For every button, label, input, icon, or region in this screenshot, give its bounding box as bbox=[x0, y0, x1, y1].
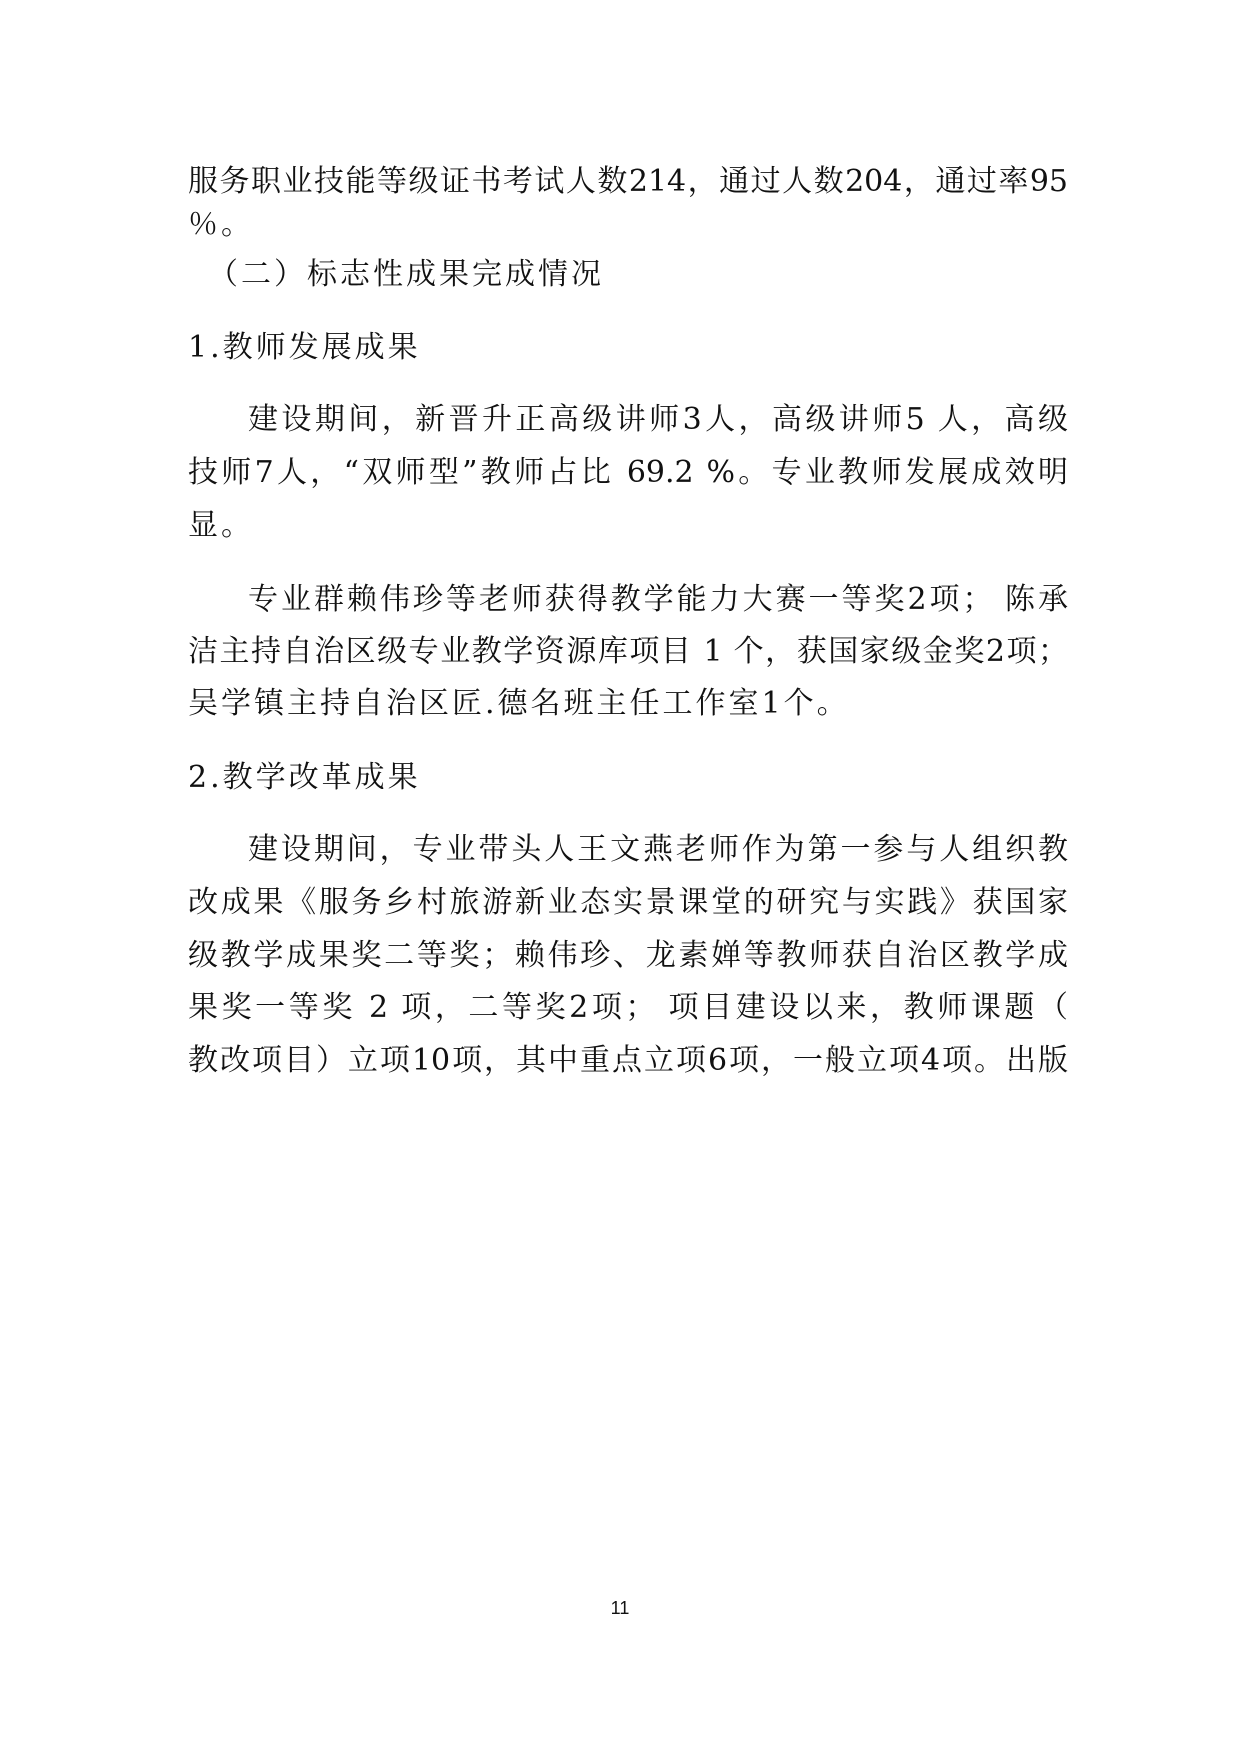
body-text-line: ％。 bbox=[188, 207, 254, 242]
section-heading: （二）标志性成果完成情况 bbox=[208, 257, 604, 292]
body-text-line: 技师7人，“双师型”教师占比 69.2 %。专业教师发展成效明 bbox=[188, 455, 1068, 490]
body-text-line: 服务职业技能等级证书考试人数214，通过人数204，通过率95 bbox=[188, 164, 1068, 199]
body-text-line: 专业群赖伟珍等老师获得教学能力大赛一等奖2项； 陈承 bbox=[248, 582, 1068, 617]
body-text-line: 教改项目）立项10项，其中重点立项6项，一般立项4项。出版 bbox=[188, 1043, 1068, 1078]
page-number: 11 bbox=[610, 1598, 630, 1618]
body-text-line: 果奖一等奖 2 项，二等奖2项； 项目建设以来，教师课题（ bbox=[188, 990, 1068, 1025]
body-text-line: 级教学成果奖二等奖；赖伟珍、龙素婵等教师获自治区教学成 bbox=[188, 938, 1068, 973]
subsection-heading: 2.教学改革成果 bbox=[188, 760, 421, 795]
body-text-line: 建设期间，新晋升正高级讲师3人，高级讲师5 人，高级 bbox=[248, 402, 1068, 437]
body-text-line: 建设期间，专业带头人王文燕老师作为第一参与人组织教 bbox=[248, 832, 1068, 867]
body-text-line: 吴学镇主持自治区匠.德名班主任工作室1个。 bbox=[188, 686, 850, 721]
subsection-heading: 1.教师发展成果 bbox=[188, 330, 421, 365]
body-text-line: 改成果《服务乡村旅游新业态实景课堂的研究与实践》获国家 bbox=[188, 885, 1068, 920]
body-text-line: 洁主持自治区级专业教学资源库项目 1 个，获国家级金奖2项； bbox=[188, 634, 1068, 669]
body-text-line: 显。 bbox=[188, 508, 254, 543]
